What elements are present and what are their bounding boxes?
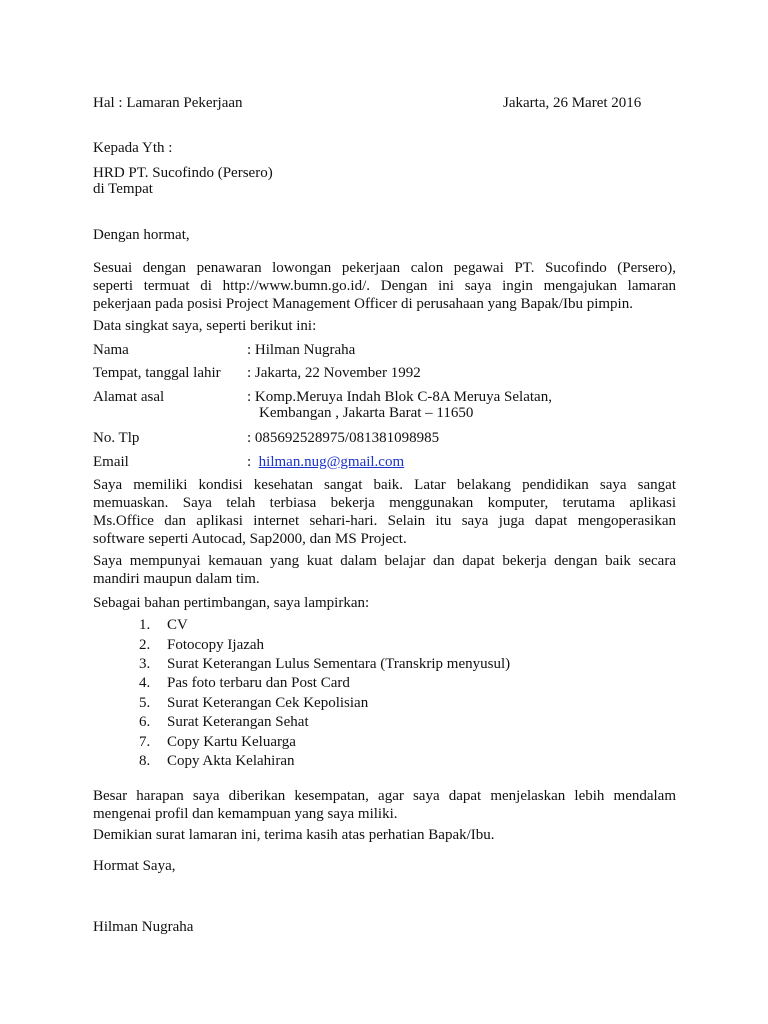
birth-value: : Jakarta, 22 November 1992 bbox=[247, 365, 421, 381]
attachment-item bbox=[139, 616, 188, 634]
attachment-number: 7. bbox=[139, 734, 151, 750]
recipient-company: HRD PT. Sucofindo (Persero) bbox=[93, 165, 273, 181]
attachment-text: CV bbox=[167, 617, 188, 633]
will-line: Saya mempunyai kemauan yang kuat dalam belajar dan dapat bekerja dengan baik secara bbox=[93, 553, 676, 569]
attachments-intro: Sebagai bahan pertimbangan, saya lampirkan: bbox=[93, 595, 370, 611]
health-line: Saya memiliki kondisi kesehatan sangat baik. Latar belakang pendidikan saya sangat bbox=[93, 477, 676, 493]
email-label: Email bbox=[93, 454, 129, 470]
address-value-line2: Kembangan , Jakarta Barat – 11650 bbox=[259, 405, 474, 421]
email-link[interactable]: hilman.nug@gmail.com bbox=[258, 454, 405, 470]
closing-paragraph: Demikian surat lamaran ini, terima kasih atas perhatian Bapak/Ibu. bbox=[93, 827, 495, 843]
attachment-item bbox=[139, 752, 294, 770]
address-value-line1: : Komp.Meruya Indah Blok C-8A Meruya Selatan, bbox=[247, 389, 552, 405]
attachment-item bbox=[139, 713, 309, 731]
name-value: : Hilman Nugraha bbox=[247, 342, 356, 358]
hope-line: Besar harapan saya diberikan kesempatan, agar saya dapat menjelaskan lebih mendalam bbox=[93, 788, 676, 804]
attachment-text: Surat Keterangan Cek Kepolisian bbox=[167, 695, 369, 711]
address-label: Alamat asal bbox=[93, 389, 165, 405]
attachment-item bbox=[139, 733, 296, 751]
attachment-item bbox=[139, 655, 510, 673]
phone-label: No. Tlp bbox=[93, 430, 140, 446]
health-paragraph bbox=[93, 476, 676, 548]
attachment-text: Surat Keterangan Sehat bbox=[167, 714, 309, 730]
phone-value: : 085692528975/081381098985 bbox=[247, 430, 440, 446]
intro-line: pekerjaan pada posisi Project Management Officer di perusahaan yang Bapak/Ibu pimpin. bbox=[93, 296, 633, 312]
email-value-wrap bbox=[247, 453, 404, 471]
attachment-text: Fotocopy Ijazah bbox=[167, 637, 265, 653]
attachment-item bbox=[139, 674, 350, 692]
attachment-item bbox=[139, 636, 264, 654]
attachment-number: 1. bbox=[139, 617, 151, 633]
birth-label: Tempat, tanggal lahir bbox=[93, 365, 221, 381]
intro-line: Sesuai dengan penawaran lowongan pekerjaan calon pegawai PT. Sucofindo (Persero), bbox=[93, 260, 676, 276]
recipient-place: di Tempat bbox=[93, 181, 153, 197]
email-colon: : bbox=[247, 454, 259, 470]
salutation: Dengan hormat, bbox=[93, 227, 190, 243]
attachment-text: Pas foto terbaru dan Post Card bbox=[167, 675, 350, 691]
data-intro: Data singkat saya, seperti berikut ini: bbox=[93, 318, 317, 334]
closing-regards: Hormat Saya, bbox=[93, 858, 176, 874]
signature-name: Hilman Nugraha bbox=[93, 919, 194, 935]
recipient-greeting: Kepada Yth : bbox=[93, 140, 173, 156]
attachment-text: Copy Kartu Keluarga bbox=[167, 734, 296, 750]
letter-date: Jakarta, 26 Maret 2016 bbox=[503, 95, 642, 111]
attachment-number: 4. bbox=[139, 675, 151, 691]
attachment-number: 3. bbox=[139, 656, 151, 672]
intro-paragraph bbox=[93, 259, 676, 313]
health-line: software seperti Autocad, Sap2000, dan MS Project. bbox=[93, 531, 407, 547]
will-line: mandiri maupun dalam tim. bbox=[93, 571, 260, 587]
attachment-number: 8. bbox=[139, 753, 151, 769]
hope-line: mengenai profil dan kemampuan yang saya miliki. bbox=[93, 806, 398, 822]
name-label: Nama bbox=[93, 342, 129, 358]
hope-paragraph bbox=[93, 787, 676, 823]
attachment-text: Surat Keterangan Lulus Sementara (Transkrip menyusul) bbox=[167, 656, 511, 672]
attachment-item bbox=[139, 694, 368, 712]
health-line: Ms.Office dan aplikasi internet sehari-hari. Selain itu saya juga dapat mengoperasikan bbox=[93, 513, 676, 529]
attachment-number: 6. bbox=[139, 714, 151, 730]
attachment-number: 5. bbox=[139, 695, 151, 711]
intro-line: seperti termuat di http://www.bumn.go.id/. Dengan ini saya ingin mengajukan lamaran bbox=[93, 278, 676, 294]
attachment-text: Copy Akta Kelahiran bbox=[167, 753, 295, 769]
health-line: memuaskan. Saya telah terbiasa bekerja menggunakan komputer, terutama aplikasi bbox=[93, 495, 676, 511]
subject-line: Hal : Lamaran Pekerjaan bbox=[93, 95, 243, 111]
attachment-number: 2. bbox=[139, 637, 151, 653]
will-paragraph bbox=[93, 552, 676, 588]
